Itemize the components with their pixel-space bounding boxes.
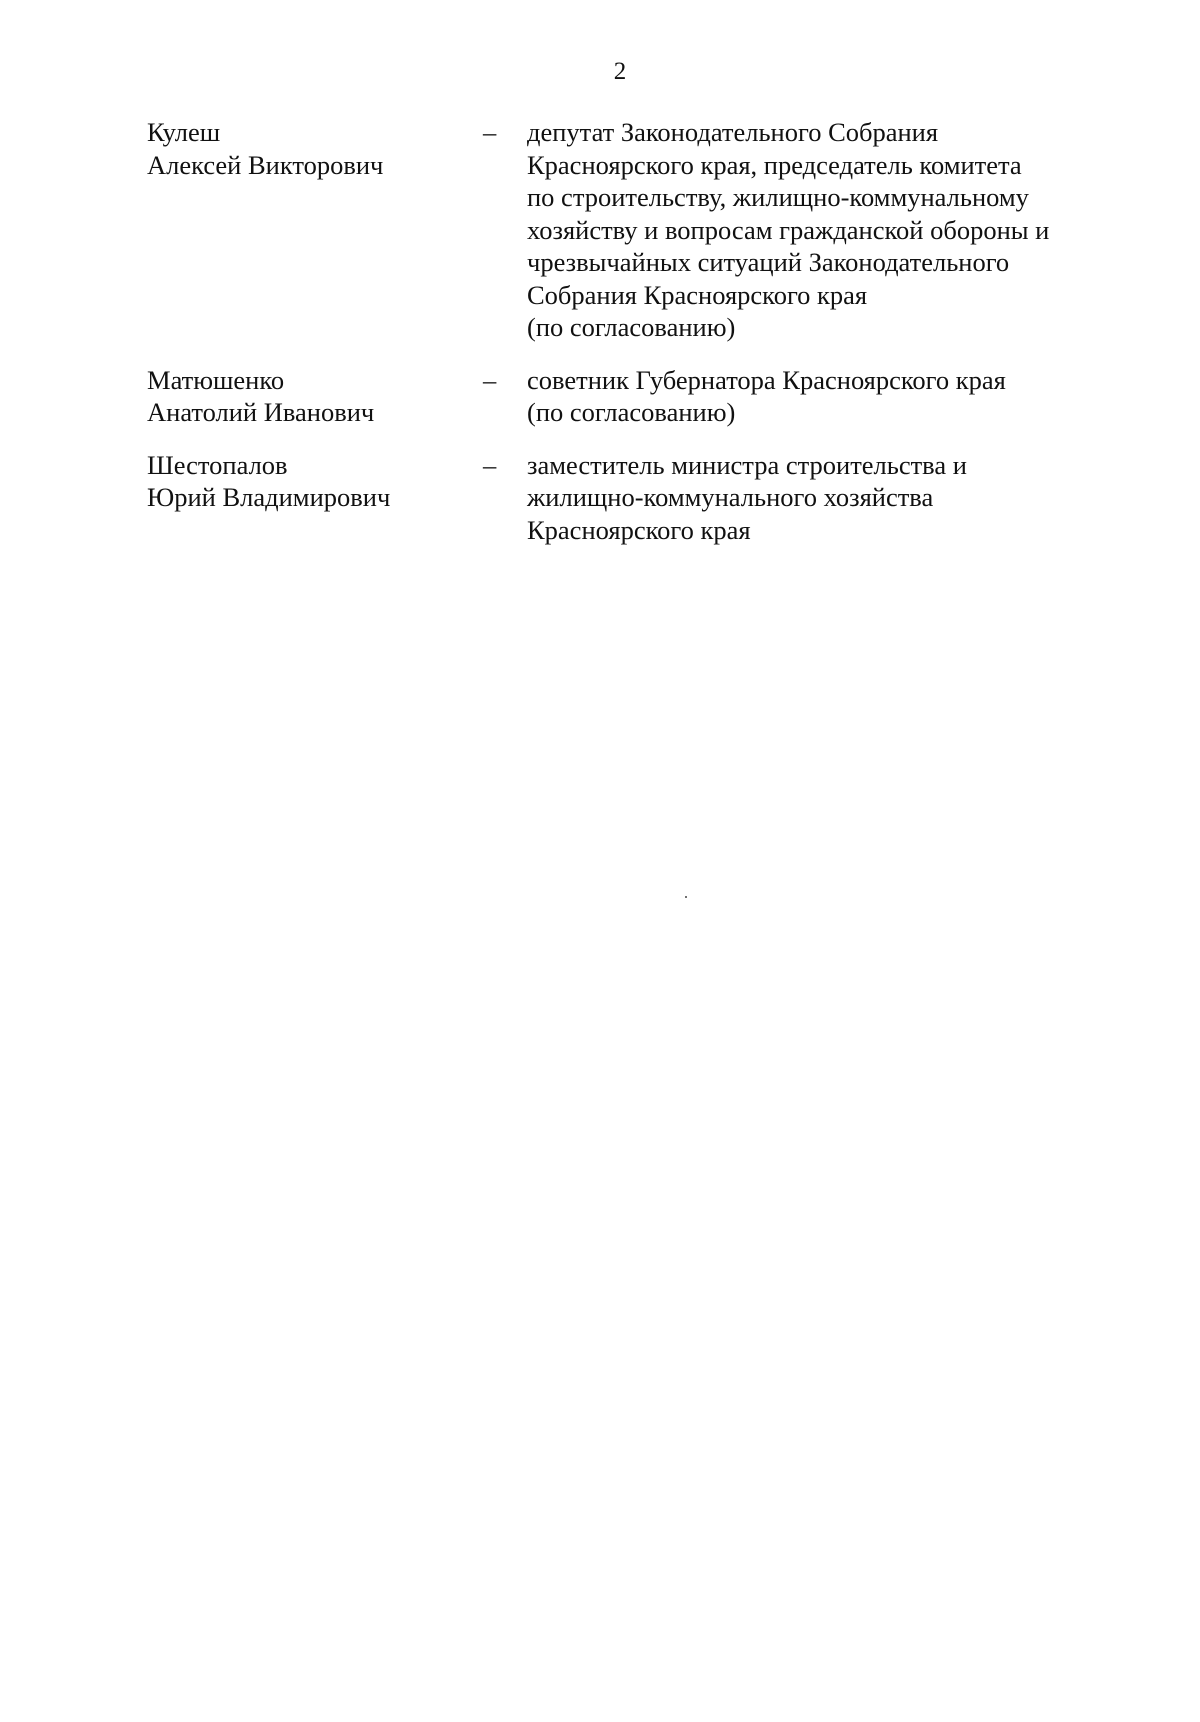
member-role-line: Красноярского края, председатель комитета: [527, 149, 1022, 180]
member-name: [147, 116, 477, 344]
member-role-line: хозяйству и вопросам гражданской обороны и: [527, 214, 1050, 245]
member-role-line: Красноярского края: [527, 514, 751, 545]
member-role-line: заместитель министра строительства и: [527, 449, 967, 480]
member-role: [527, 364, 1107, 429]
page-number: 2: [613, 58, 627, 85]
member-dash: –: [483, 449, 497, 480]
member-given-names: Алексей Викторович: [147, 149, 384, 180]
member-role-line: (по согласованию): [527, 397, 736, 427]
scan-speck: [685, 896, 687, 898]
member-entry-matyushenko: [147, 364, 1107, 429]
member-role: [527, 116, 1107, 344]
member-role-line: чрезвычайных ситуаций Законодательного: [527, 247, 1010, 277]
members-list: [147, 116, 1107, 546]
member-role-line: (по согласованию): [527, 312, 736, 342]
member-role-line: жилищно-коммунального хозяйства: [527, 482, 934, 512]
member-entry-shestopalov: [147, 449, 1107, 547]
member-surname: Матюшенко: [147, 364, 285, 395]
member-role-line: Собрания Красноярского края: [527, 279, 868, 310]
member-given-names: Анатолий Иванович: [147, 397, 375, 427]
member-entry-kulesh: [147, 116, 1107, 344]
member-dash: –: [483, 364, 497, 395]
member-surname: Шестопалов: [147, 449, 288, 480]
member-surname: Кулеш: [147, 117, 221, 147]
member-name: [147, 449, 477, 547]
member-role-line: советник Губернатора Красноярского края: [527, 364, 1006, 395]
member-given-names: Юрий Владимирович: [147, 482, 391, 512]
member-name: [147, 364, 477, 429]
member-role: [527, 449, 1107, 547]
member-role-line: по строительству, жилищно-коммунальному: [527, 182, 1029, 212]
member-dash: –: [483, 117, 497, 147]
member-role-line: депутат Законодательного Собрания: [527, 117, 939, 147]
